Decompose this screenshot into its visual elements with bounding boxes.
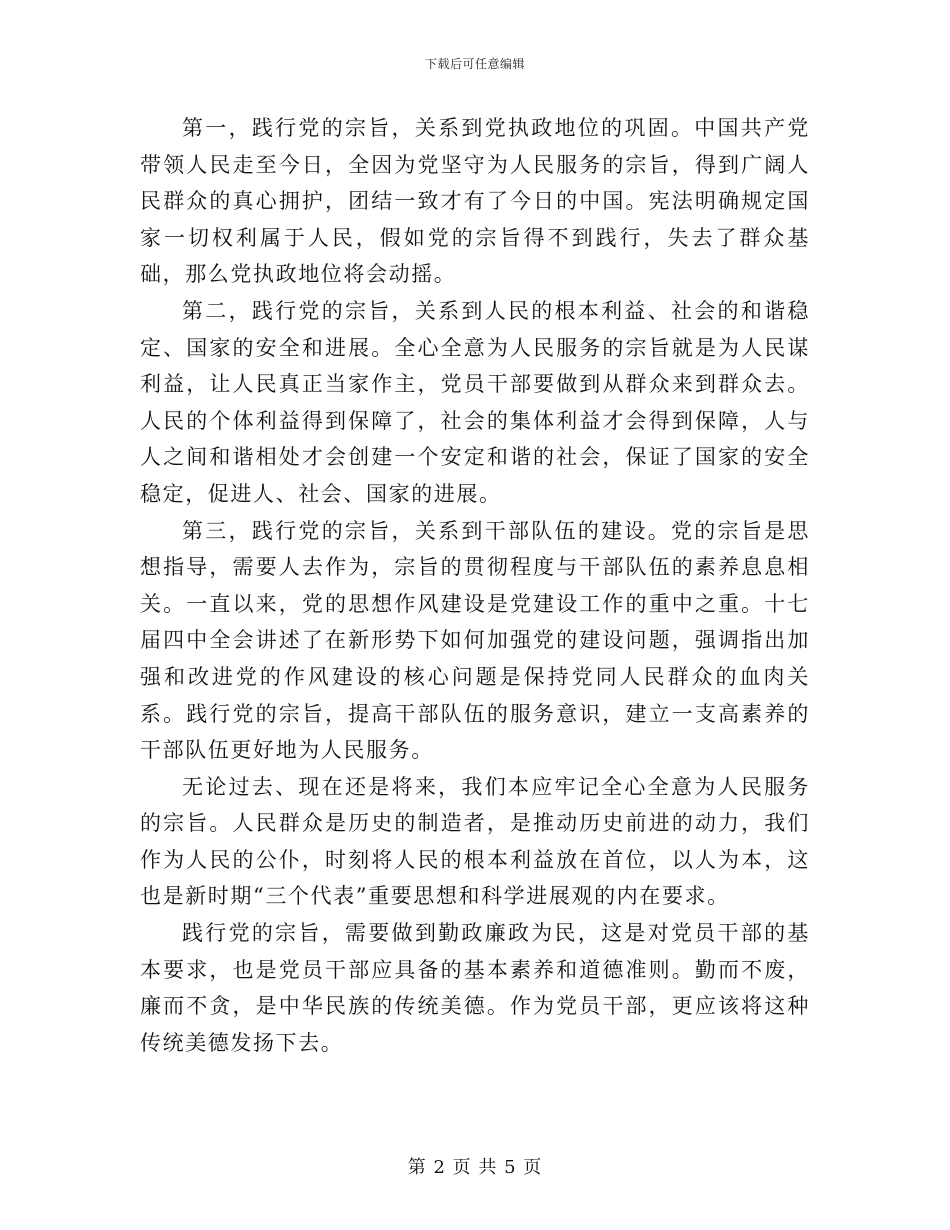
paragraph-4: 无论过去、现在还是将来，我们本应牢记全心全意为人民服务的宗旨。人民群众是历史的制造者，是推动历史前进的动力，我们作为人民的公仆，时刻将人民的根本利益放在首位，以人为本，这也是新时期“三个代表”重要思想和科学进展观的内在要求。 — [140, 774, 810, 909]
paragraph-5: 践行党的宗旨，需要做到勤政廉政为民，这是对党员干部的基本要求，也是党员干部应具备的基本素养和道德准则。勤而不废，廉而不贪，是中华民族的传统美德。作为党员干部，更应该将这种传统美德发扬下去。 — [140, 921, 810, 1055]
paragraph-2: 第二，践行党的宗旨，关系到人民的根本利益、社会的和谐稳定、国家的安全和进展。全心全意为人民服务的宗旨就是为人民谋利益，让人民真正当家作主，党员干部要做到从群众来到群众去。人民的个体利益得到保障了，社会的集体利益才会得到保障，人与人之间和谐相处才会创建一个安定和谐的社会，保证了国家的安全稳定，促进人、社会、国家的进展。 — [140, 298, 810, 506]
paragraph-1: 第一，践行党的宗旨，关系到党执政地位的巩固。中国共产党带领人民走至今日，全因为党坚守为人民服务的宗旨，得到广阔人民群众的真心拥护，团结一致才有了今日的中国。宪法明确规定国家一切权利属于人民，假如党的宗旨得不到践行，失去了群众基础，那么党执政地位将会动摇。 — [140, 116, 810, 287]
page-number-footer: 第 2 页 共 5 页 — [407, 1157, 543, 1178]
page-header: 下载后可任意编辑 — [424, 57, 525, 71]
document-body — [140, 110, 810, 1061]
paragraph-3: 第三，践行党的宗旨，关系到干部队伍的建设。党的宗旨是思想指导，需要人去作为，宗旨的贯彻程度与干部队伍的素养息息相关。一直以来，党的思想作风建设是党建设工作的重中之重。十七届四中全会讲述了在新形势下如何加强党的建设问题，强调指出加强和改进党的作风建设的核心问题是保持党同人民群众的血肉关系。践行党的宗旨，提高干部队伍的服务意识，建立一支高素养的干部队伍更好地为人民服务。 — [140, 518, 810, 763]
